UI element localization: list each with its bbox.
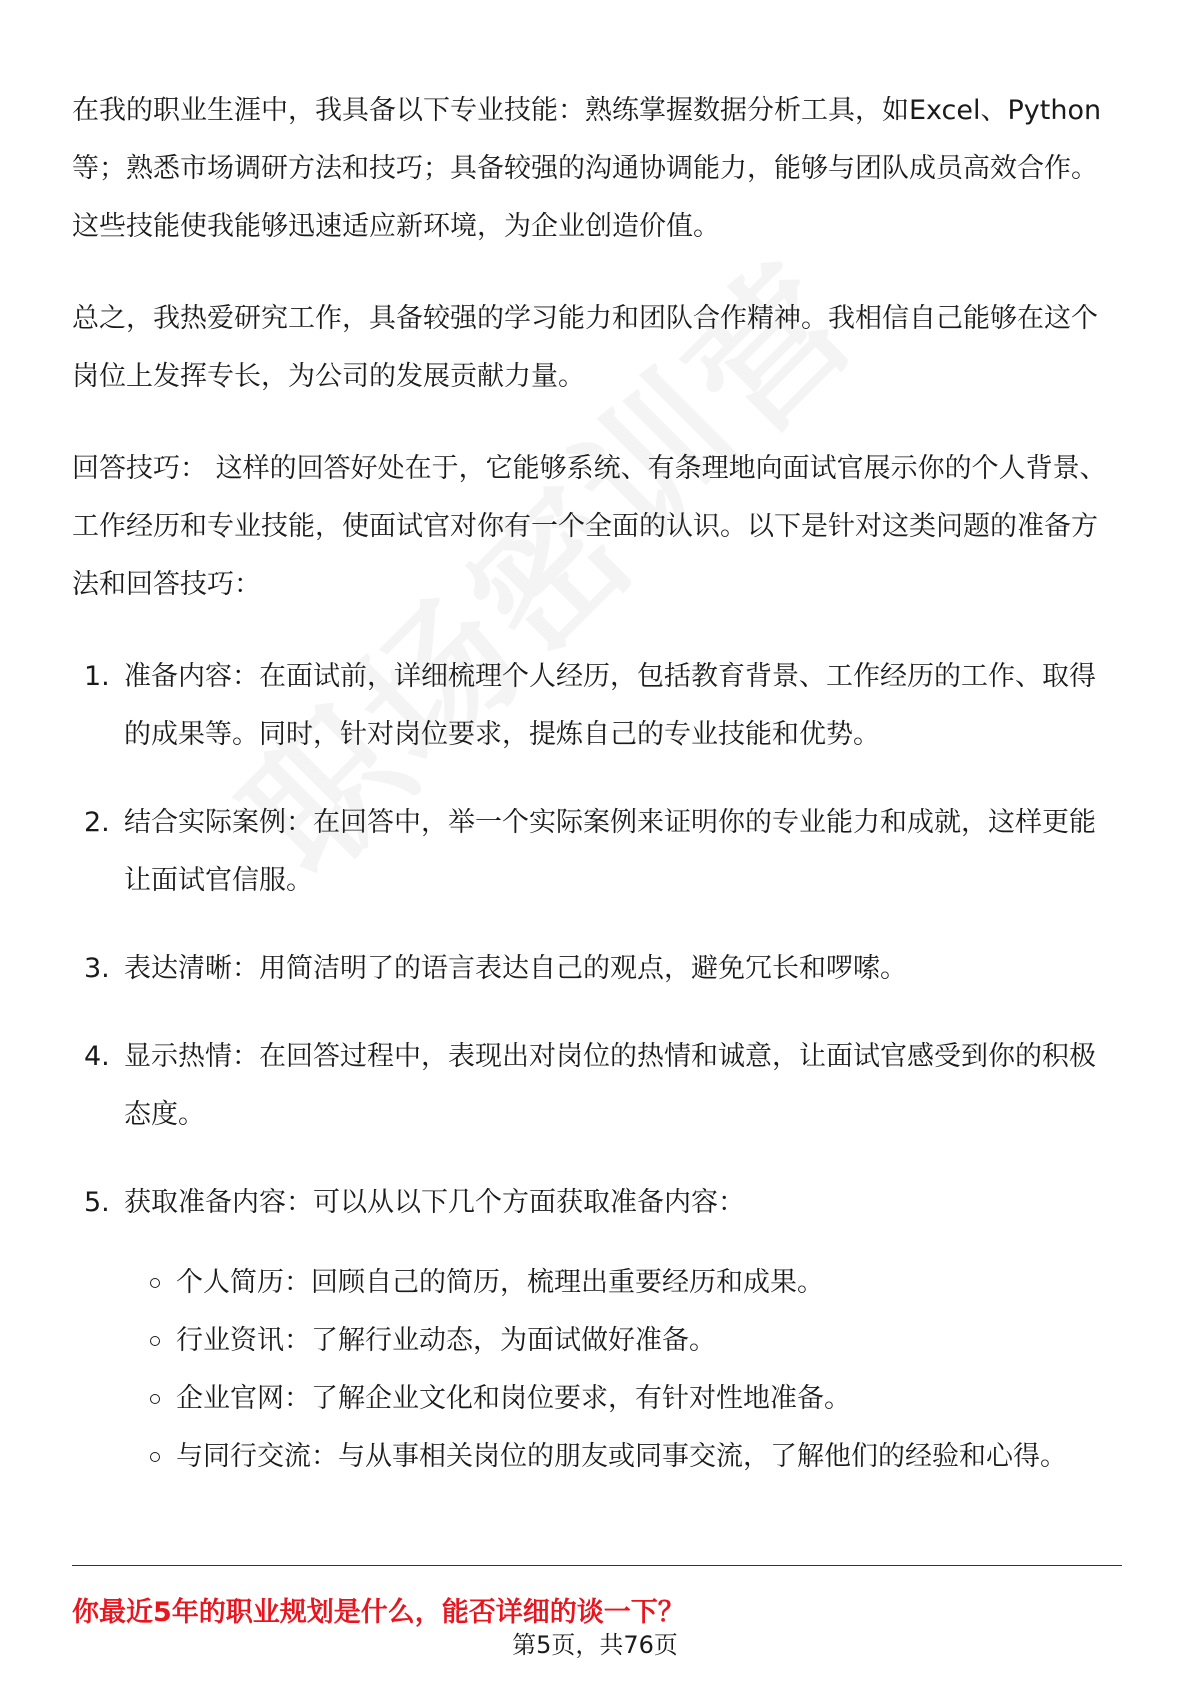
list-item-text: 结合实际案例：在回答中，举一个实际案例来证明你的专业能力和成就，这样更能让面试官信服。 [124,807,1096,896]
paragraph-answer-tips: 回答技巧： 这样的回答好处在于，它能够系统、有条理地向面试官展示你的个人背景、工作经历和专业技能，使面试官对你有一个全面的认识。以下是针对这类问题的准备方法和回答技巧： [72,453,1107,600]
list-item [72,940,1122,998]
sub-list [124,1254,1122,1486]
paragraph-summary: 总之，我热爱研究工作，具备较强的学习能力和团队合作精神。我相信自己能够在这个岗位上发挥专长，为公司的发展贡献力量。 [72,303,1098,392]
list-item-text: 表达清晰：用简洁明了的语言表达自己的观点，避免冗长和啰嗦。 [124,953,907,984]
tips-list [72,648,1122,1486]
list-item [72,1028,1122,1144]
list-item [72,1174,1122,1486]
list-number: 2. [84,807,110,838]
bullet-circle-icon [150,1394,160,1404]
sub-list-item [124,1312,1122,1370]
sub-list-item-text: 企业官网：了解企业文化和岗位要求，有针对性地准备。 [176,1383,851,1414]
bullet-circle-icon [150,1278,160,1288]
sub-list-item-text: 与同行交流：与从事相关岗位的朋友或同事交流，了解他们的经验和心得。 [176,1441,1067,1472]
divider [72,1565,1122,1566]
list-item [72,794,1122,910]
list-item-text: 获取准备内容：可以从以下几个方面获取准备内容： [124,1187,745,1218]
list-number: 5. [84,1187,110,1218]
paragraph-skills: 在我的职业生涯中，我具备以下专业技能：熟练掌握数据分析工具，如Excel、Python等；熟悉市场调研方法和技巧；具备较强的沟通协调能力，能够与团队成员高效合作。这些技能使我能够迅速适应新环境，为企业创造价值。 [72,95,1102,242]
list-item-text: 显示热情：在回答过程中，表现出对岗位的热情和诚意，让面试官感受到你的积极态度。 [124,1041,1096,1130]
list-number: 1. [84,661,110,692]
bullet-circle-icon [150,1452,160,1462]
sub-list-item [124,1370,1122,1428]
next-question-heading: 你最近5年的职业规划是什么，能否详细的谈一下？ [72,1597,685,1628]
list-item-text: 准备内容：在面试前，详细梳理个人经历，包括教育背景、工作经历的工作、取得的成果等。同时，针对岗位要求，提炼自己的专业技能和优势。 [124,661,1096,750]
list-number: 4. [84,1041,110,1072]
sub-list-item-text: 个人简历：回顾自己的简历，梳理出重要经历和成果。 [176,1267,824,1298]
list-number: 3. [84,953,110,984]
sub-list-item-text: 行业资讯：了解行业动态，为面试做好准备。 [176,1325,716,1356]
sub-list-item [124,1254,1122,1312]
page-number: 第5页，共76页 [512,1631,678,1659]
bullet-circle-icon [150,1336,160,1346]
sub-list-item [124,1428,1122,1486]
document-body [72,82,1122,1516]
list-item [72,648,1122,764]
